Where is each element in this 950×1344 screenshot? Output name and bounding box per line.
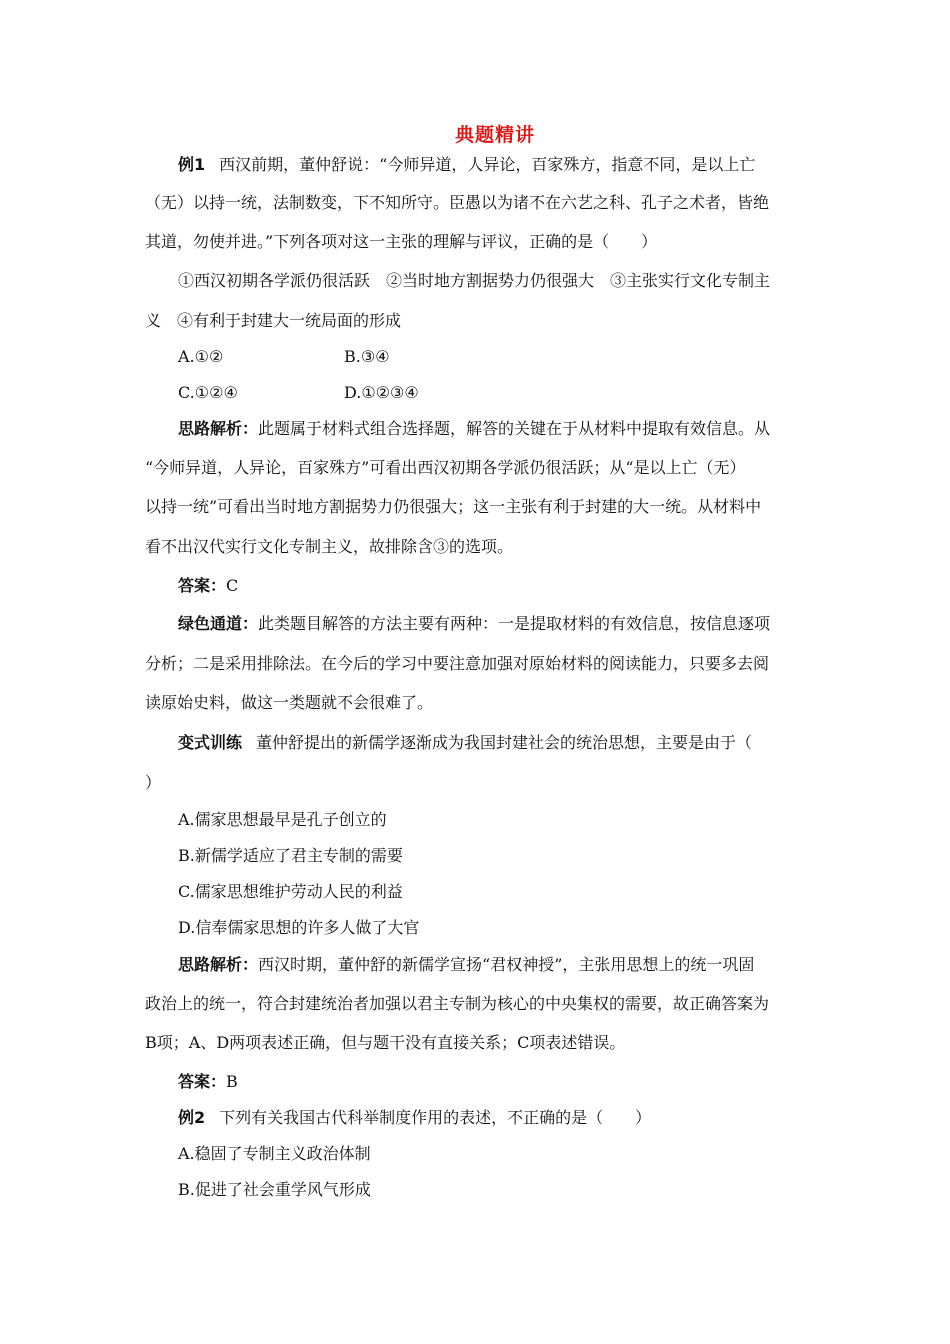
example2-option-b: B.促进了社会重学风气形成 [178,1180,371,1199]
variant-label: 变式训练 [178,733,243,752]
example1-analysis-label: 思路解析： [178,419,259,438]
example1-line-2: （无）以持一统，法制数变，下不知所守。臣愚以为诸不在六艺之科、孔子之术者，皆绝 [145,193,770,212]
example1-analysis-line-2: “今师异道，人异论，百家殊方”可看出西汉初期各学派仍很活跃；从“是以上亡（无） [145,458,746,477]
variant-analysis-line-3: B项；A、D两项表述正确，但与题干没有直接关系；C项表述错误。 [145,1033,626,1052]
example2-label: 例2 [178,1108,206,1127]
green-channel-line-3: 读原始史料，做这一类题就不会很难了。 [145,693,434,712]
variant-answer-label: 答案： [178,1072,227,1091]
variant-line-1 [178,733,752,753]
example1-statements-2: 义 ④有利于封建大一统局面的形成 [145,311,402,330]
green-channel-line-2: 分析；二是采用排除法。在今后的学习中要注意加强对原始材料的阅读能力，只要多去阅 [145,654,770,673]
example1-label: 例1 [178,155,206,174]
variant-answer-value: B [226,1072,238,1091]
example1-option-c: C.①②④ [178,383,238,402]
example1-answer [178,576,238,596]
variant-answer [178,1072,238,1092]
example1-option-a: A.①② [178,347,224,366]
example1-statements-1: ①西汉初期各学派仍很活跃 ②当时地方割据势力仍很强大 ③主张实行文化专制主 [178,271,771,290]
variant-analysis-line-1 [178,955,754,975]
example1-option-b: B.③④ [344,347,390,366]
green-channel-label: 绿色通道： [178,614,259,633]
variant-analysis-label: 思路解析： [178,955,259,974]
variant-analysis-text-1: 西汉时期，董仲舒的新儒学宣扬“君权神授”，主张用思想上的统一巩固 [258,955,755,974]
example1-analysis-line-4: 看不出汉代实行文化专制主义，故排除含③的选项。 [145,537,514,556]
example1-text-1: 西汉前期，董仲舒说：“今师异道，人异论，百家殊方，指意不同，是以上亡 [219,155,756,174]
example1-line-3: 其道，勿使并进。”下列各项对这一主张的理解与评议，正确的是（ ） [145,232,658,251]
example1-answer-label: 答案： [178,576,227,595]
example1-analysis-line-3: 以持一统”可看出当时地方割据势力仍很强大；这一主张有利于封建的大一统。从材料中 [145,497,762,516]
example1-analysis-line-1 [178,419,770,439]
example2-option-a: A.稳固了专制主义政治体制 [178,1144,371,1163]
example1-analysis-text-1: 此题属于材料式组合选择题，解答的关键在于从材料中提取有效信息。从 [258,419,771,438]
example2-line [178,1108,651,1128]
variant-option-c: C.儒家思想维护劳动人民的利益 [178,882,403,901]
example1-line-1 [178,155,755,175]
page-title: 典题精讲 [454,124,535,146]
green-channel-line-1 [178,614,770,634]
variant-option-b: B.新儒学适应了君主专制的需要 [178,846,403,865]
example1-option-d: D.①②③④ [344,383,419,402]
green-channel-text-1: 此类题目解答的方法主要有两种：一是提取材料的有效信息，按信息逐项 [258,614,771,633]
variant-option-a: A.儒家思想最早是孔子创立的 [178,810,387,829]
variant-option-d: D.信奉儒家思想的许多人做了大官 [178,918,420,937]
variant-analysis-line-2: 政治上的统一，符合封建统治者加强以君主专制为核心的中央集权的需要，故正确答案为 [145,994,770,1013]
example1-answer-value: C [226,576,239,595]
variant-text-1: 董仲舒提出的新儒学逐渐成为我国封建社会的统治思想，主要是由于（ [256,733,753,752]
example2-question: 下列有关我国古代科举制度作用的表述，不正确的是（ ） [219,1108,652,1127]
variant-line-2: ） [145,773,162,792]
